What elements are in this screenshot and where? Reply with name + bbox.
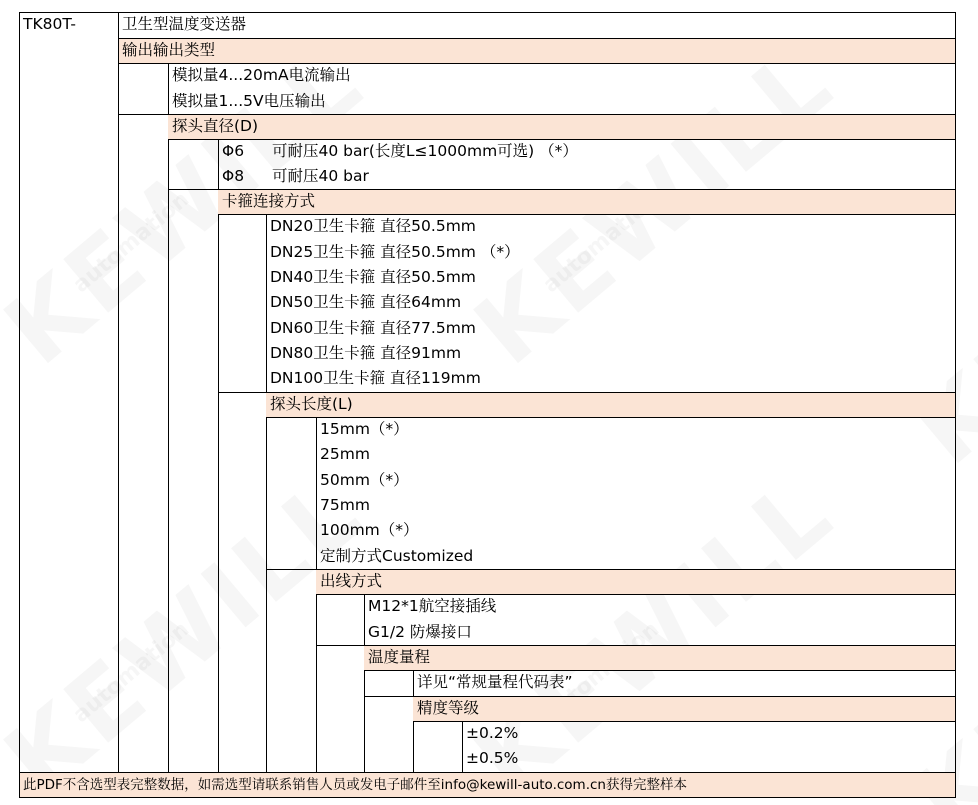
clamp-connection-header: 卡箍连接方式 (222, 192, 316, 210)
length-option: 75mm (320, 496, 370, 514)
clamp-option: DN80卫生卡箍 直径91mm (270, 344, 462, 362)
diameter-code: Φ8 (222, 167, 245, 185)
output-type-header: 输出输出类型 (122, 41, 216, 59)
cable-outlet-header: 出线方式 (320, 572, 383, 590)
length-option: 定制方式Customized (320, 547, 474, 565)
footer-note: 此PDF不含选型表完整数据，如需选型请联系销售人员或发电子邮件至info@kewill-auto.com.cn获得完整样本 (23, 777, 687, 793)
clamp-option: DN40卫生卡箍 直径50.5mm (270, 268, 476, 286)
outlet-option: M12*1航空接插线 (368, 597, 497, 615)
length-option: 15mm（*） (320, 420, 409, 438)
diameter-code: Φ6 (222, 142, 245, 160)
clamp-option: DN100卫生卡箍 直径119mm (270, 369, 481, 387)
product-code: TK80T- (23, 15, 76, 33)
clamp-option: DN20卫生卡箍 直径50.5mm (270, 217, 476, 235)
product-name: 卫生型温度变送器 (122, 15, 247, 33)
diameter-desc: 可耐压40 bar(长度L≤1000mm可选) （*） (272, 142, 578, 160)
outlet-option: G1/2 防爆接口 (368, 623, 472, 641)
length-option: 25mm (320, 445, 370, 463)
length-option: 100mm（*） (320, 521, 419, 539)
output-option: 模拟量1...5V电压输出 (172, 92, 326, 110)
clamp-option: DN50卫生卡箍 直径64mm (270, 293, 462, 311)
clamp-option: DN25卫生卡箍 直径50.5mm （*） (270, 243, 520, 261)
length-option: 50mm（*） (320, 471, 409, 489)
accuracy-option: ±0.5% (466, 749, 519, 767)
accuracy-option: ±0.2% (466, 724, 519, 742)
temperature-range-header: 温度量程 (368, 648, 431, 666)
probe-diameter-header: 探头直径(D) (172, 117, 259, 135)
clamp-option: DN60卫生卡箍 直径77.5mm (270, 319, 476, 337)
diameter-desc: 可耐压40 bar (272, 167, 369, 185)
range-option: 详见“常规量程代码表” (417, 673, 573, 691)
output-option: 模拟量4...20mA电流输出 (172, 66, 351, 84)
accuracy-class-header: 精度等级 (417, 699, 480, 717)
probe-length-header: 探头长度(L) (270, 395, 353, 413)
